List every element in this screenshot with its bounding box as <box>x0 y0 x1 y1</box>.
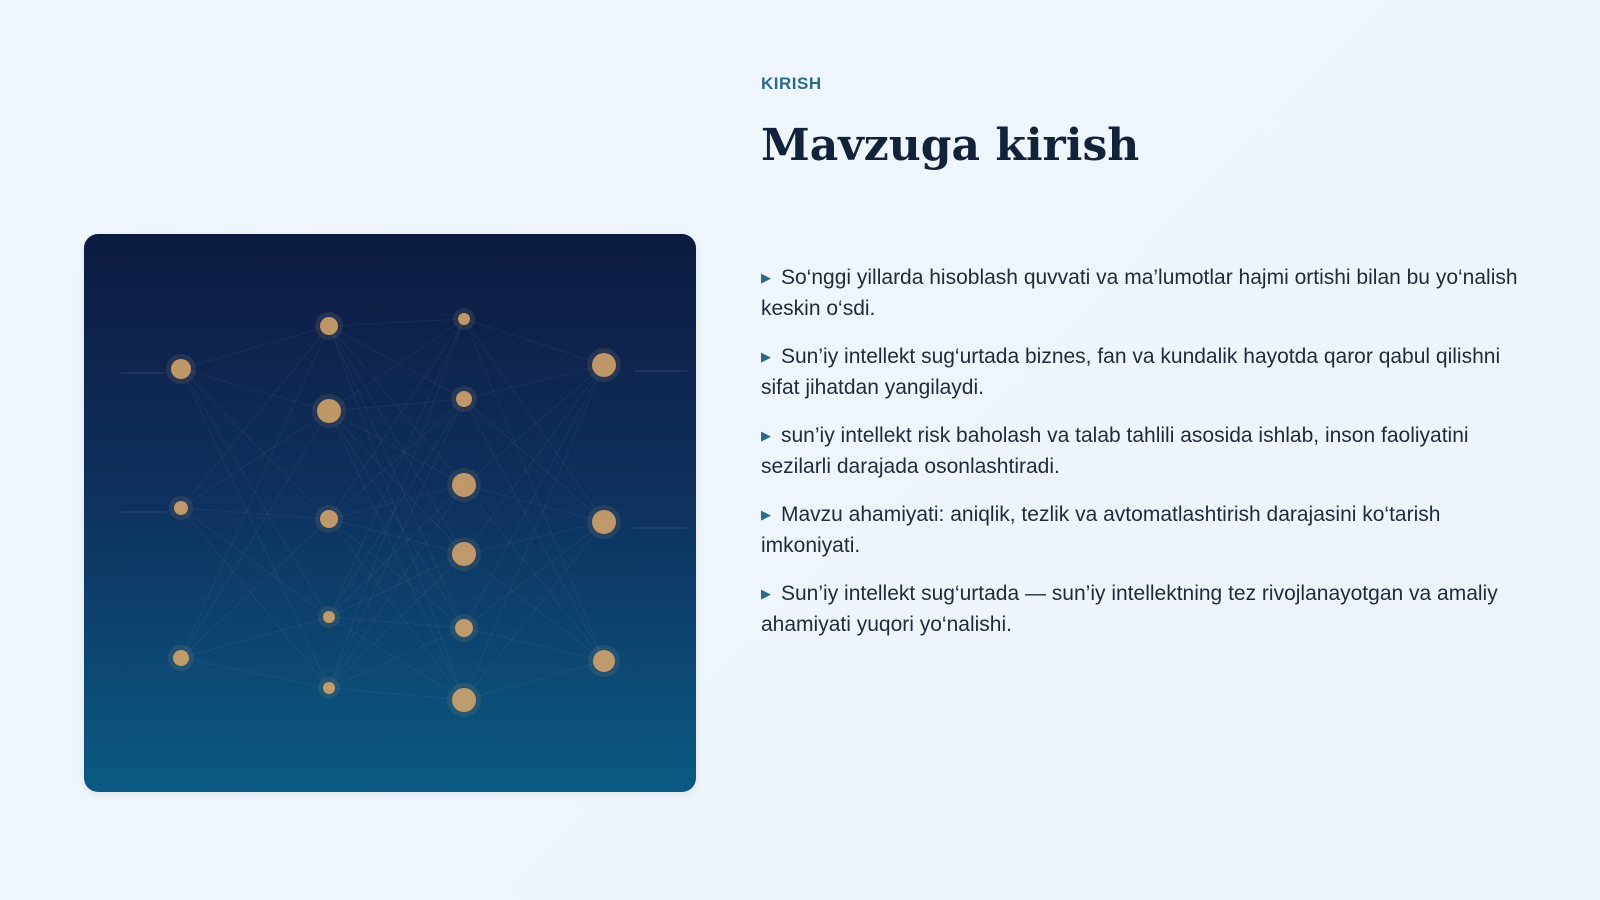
network-node <box>174 501 188 515</box>
connection-line <box>329 554 464 617</box>
network-node <box>593 650 615 672</box>
connection-line <box>464 319 604 365</box>
bullet-item-2 <box>761 341 1521 403</box>
network-node <box>456 391 472 407</box>
section-label: KIRISH <box>761 74 822 93</box>
triangle-right-icon: ▶ <box>761 349 771 364</box>
connection-line <box>329 319 464 519</box>
slide-title: Mavzuga kirish <box>761 120 1140 171</box>
triangle-right-icon: ▶ <box>761 270 771 285</box>
connection-line <box>329 326 464 628</box>
connection-line <box>181 369 329 519</box>
triangle-right-icon: ▶ <box>761 428 771 443</box>
connection-line <box>329 519 464 554</box>
bullet-text: So‘nggi yillarda hisoblash quvvati va ma’lumotlar hajmi ortishi bilan bu yo‘nalish keskin o‘sdi. <box>761 266 1518 320</box>
connection-line <box>464 365 604 554</box>
network-node <box>323 682 335 694</box>
connection-line <box>329 617 464 628</box>
network-node <box>455 619 473 637</box>
connection-line <box>464 485 604 661</box>
connection-line <box>464 319 604 522</box>
network-node <box>320 317 338 335</box>
connection-line <box>329 688 464 700</box>
connection-line <box>329 399 464 411</box>
bullet-text: sun’iy intellekt risk baholash va talab tahlili asosida ishlab, inson faoliyatini sezilarli darajada osonlashtiradi. <box>761 424 1469 478</box>
bullet-item-4 <box>761 499 1521 561</box>
connection-line <box>464 365 604 485</box>
network-node <box>458 313 470 325</box>
connection-line <box>329 319 464 688</box>
bullet-item-5 <box>761 578 1521 640</box>
connection-line <box>181 508 329 519</box>
neural-network-graphic <box>84 234 696 792</box>
bullet-text: Sun’iy intellekt sug‘urtada — sun’iy intellektning tez rivojlanayotgan va amaliy ahamiyati yuqori yo‘nalishi. <box>761 582 1498 636</box>
connection-line <box>181 326 329 369</box>
bullet-list <box>761 262 1521 657</box>
triangle-right-icon: ▶ <box>761 507 771 522</box>
connection-line <box>329 319 464 326</box>
network-node <box>317 399 341 423</box>
network-node <box>320 510 338 528</box>
network-node <box>452 473 476 497</box>
network-node <box>323 611 335 623</box>
connection-line <box>329 519 464 700</box>
connection-line <box>329 319 464 617</box>
connection-line <box>464 365 604 628</box>
bullet-text: Mavzu ahamiyati: aniqlik, tezlik va avtomatlashtirish darajasini ko‘tarish imkoniyati. <box>761 503 1441 557</box>
connection-line <box>464 399 604 661</box>
connection-line <box>329 411 464 485</box>
connection-line <box>329 319 464 411</box>
network-node <box>592 353 616 377</box>
connection-line <box>329 399 464 617</box>
connection-line <box>181 658 329 688</box>
connection-line <box>464 661 604 700</box>
network-node <box>452 688 476 712</box>
connection-line <box>329 399 464 519</box>
network-node <box>452 542 476 566</box>
connection-line <box>181 508 329 617</box>
network-node <box>171 359 191 379</box>
triangle-right-icon: ▶ <box>761 586 771 601</box>
bullet-item-3 <box>761 420 1521 482</box>
network-node <box>173 650 189 666</box>
neural-network-illustration <box>84 234 696 792</box>
connection-line <box>464 365 604 700</box>
network-node <box>592 510 616 534</box>
bullet-item-1 <box>761 262 1521 324</box>
bullet-text: Sun’iy intellekt sug‘urtada biznes, fan va kundalik hayotda qaror qabul qilishni sifat jihatdan yangilaydi. <box>761 345 1501 399</box>
